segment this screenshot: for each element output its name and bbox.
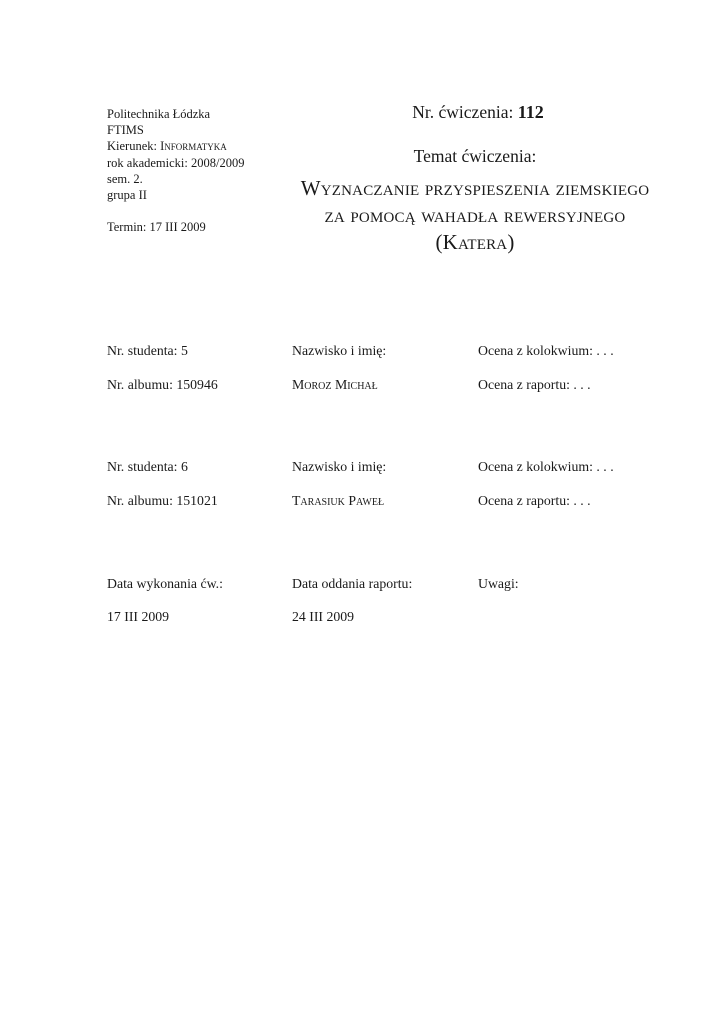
- student-number: Nr. studenta: 5: [107, 343, 188, 358]
- dates-labels-row: [107, 574, 667, 594]
- name-label: Nazwisko i imię:: [292, 459, 387, 474]
- student-number: Nr. studenta: 6: [107, 459, 188, 474]
- topic-label: Temat ćwiczenia:: [413, 146, 537, 166]
- execution-date-label: Data wykonania ćw.:: [107, 576, 223, 591]
- remarks-label: Uwagi:: [478, 576, 519, 591]
- topic-title: Wyznaczanie przyspieszenia ziemskiego za pomocą wahadła rewersyjnego (Katera): [300, 176, 650, 254]
- colloquium-grade: Ocena z kolokwium: . . .: [478, 459, 614, 474]
- semester: sem. 2.: [107, 171, 143, 186]
- student-2-row-2: [107, 491, 667, 511]
- field-prefix: Kierunek:: [107, 139, 161, 154]
- album-number: Nr. albumu: 151021: [107, 493, 218, 508]
- student-2-row-1: [107, 457, 667, 477]
- report-date: 24 III 2009: [292, 609, 355, 624]
- field-of-study: [107, 138, 297, 154]
- report-grade: Ocena z raportu: . . .: [478, 493, 591, 508]
- colloquium-grade: Ocena z kolokwium: . . .: [478, 343, 614, 358]
- group: grupa II: [107, 188, 147, 203]
- report-date-label: Data oddania raportu:: [292, 576, 413, 591]
- student-name: Moroz Michał: [292, 377, 378, 392]
- album-number: Nr. albumu: 150946: [107, 377, 218, 392]
- term-date: Termin: 17 III 2009: [107, 220, 206, 235]
- student-1-row-1: [107, 341, 667, 361]
- name-label: Nazwisko i imię:: [292, 343, 387, 358]
- field-name: Informatyka: [160, 139, 227, 154]
- exercise-info: [300, 100, 650, 256]
- exercise-label: Nr. ćwiczenia:: [412, 102, 514, 122]
- institution-info: [107, 106, 297, 235]
- faculty-name: FTIMS: [107, 123, 144, 138]
- student-1-row-2: [107, 375, 667, 395]
- execution-date: 17 III 2009: [107, 609, 170, 624]
- university-name: Politechnika Łódzka: [107, 107, 211, 121]
- dates-values-row: [107, 607, 667, 627]
- report-grade: Ocena z raportu: . . .: [478, 377, 591, 392]
- exercise-number: 112: [517, 102, 544, 122]
- student-name: Tarasiuk Paweł: [292, 493, 385, 508]
- academic-year: rok akademicki: 2008/2009: [107, 155, 245, 170]
- exercise-number-line: [306, 100, 650, 124]
